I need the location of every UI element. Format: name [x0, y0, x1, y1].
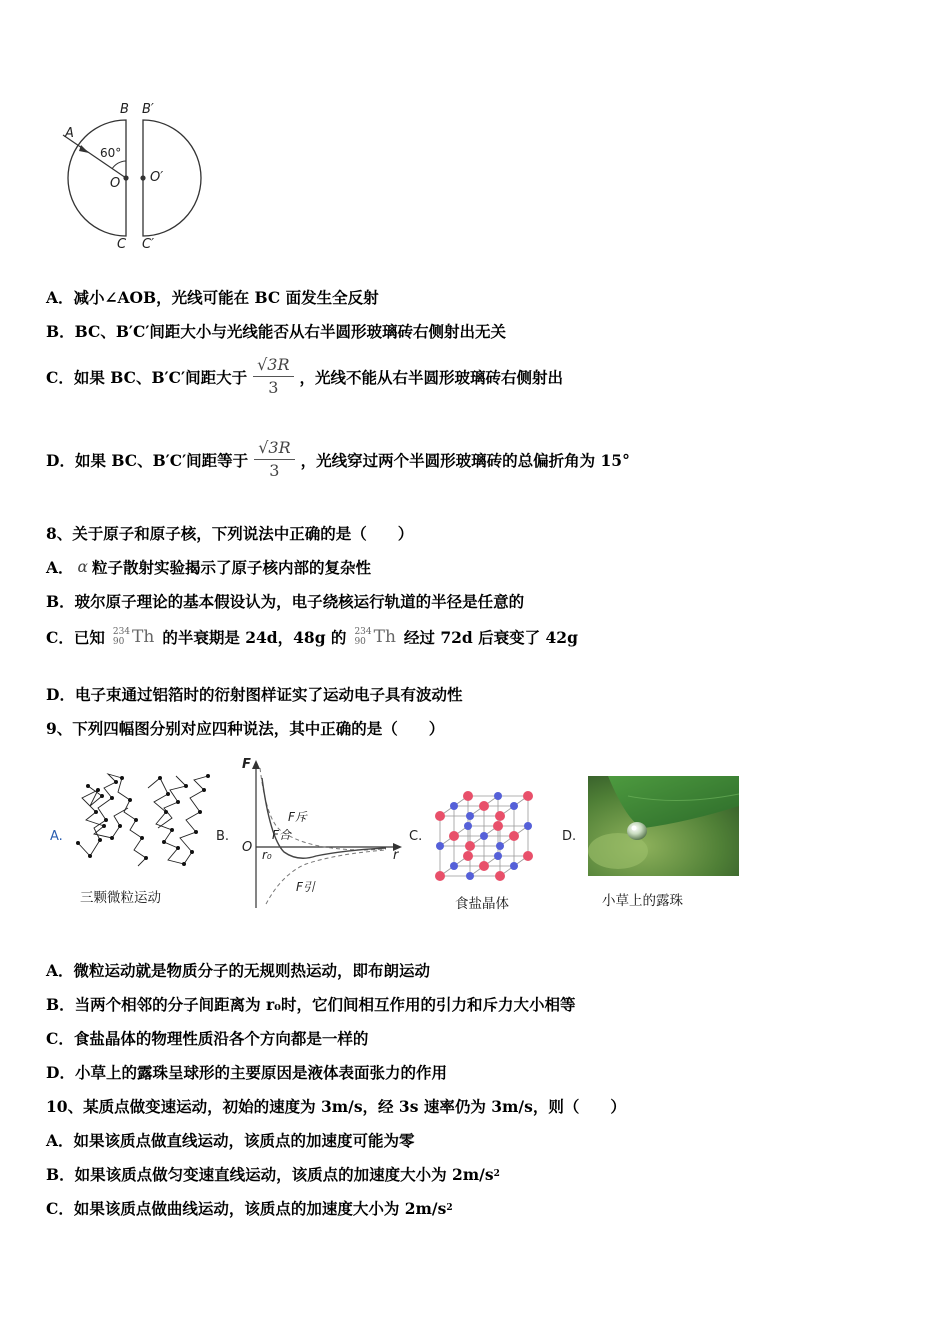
sodium-ion [494, 852, 502, 860]
brownian-motion-figure [68, 768, 218, 873]
q8-option-c-pre: C．已知 [46, 628, 105, 647]
q8-option-d-text: D．电子束通过铝箔时的衍射图样证实了运动电子具有波动性 [46, 685, 463, 704]
figure-label-c-prime: C′ [142, 237, 155, 252]
r0-label: r₀ [262, 848, 272, 862]
origin-label: O [242, 840, 253, 855]
q7-option-c [46, 357, 563, 396]
sodium-ion [464, 822, 472, 830]
chloride-ion [449, 831, 459, 841]
q7-option-b [46, 320, 506, 342]
q7-option-b-text: B．BC、B′C′间距大小与光线能否从右半圆形玻璃砖右侧射出无关 [46, 322, 506, 341]
element-symbol: Th [373, 627, 396, 647]
panel-b-label: B. [216, 829, 230, 844]
q7-option-d-pre: D．如果 BC、B′C′间距等于 [46, 450, 249, 470]
q9-option-d [46, 1061, 447, 1083]
figure-label-b-prime: B′ [142, 102, 154, 117]
q7-option-d-fraction [254, 440, 294, 479]
q8-option-b [46, 590, 524, 612]
q9-stem [46, 717, 444, 739]
sodium-ion [450, 802, 458, 810]
q10-option-c [46, 1197, 453, 1219]
atomic-number: 90 [112, 637, 125, 647]
alpha-symbol: α [77, 558, 88, 576]
q8-option-a [46, 556, 371, 578]
chloride-ion [435, 811, 445, 821]
chloride-ion [479, 861, 489, 871]
q7-option-d [46, 440, 630, 479]
q8-option-a-post: 粒子散射实验揭示了原子核内部的复杂性 [92, 558, 372, 577]
panel-a-label: A. [50, 829, 63, 844]
sodium-ion [436, 842, 444, 850]
q7-option-a-text: A．减小∠AOB，光线可能在 BC 面发生全反射 [46, 288, 379, 307]
q7-option-a [46, 286, 379, 308]
q8-option-a-pre: A． [46, 558, 74, 577]
q7-option-c-pre: C．如果 BC、B′C′间距大于 [46, 367, 248, 387]
mass-number: 234 [112, 627, 131, 637]
chloride-ion [465, 841, 475, 851]
axis-label-r: r [393, 848, 399, 863]
q8-stem-text: 8、关于原子和原子核，下列说法中正确的是（ ） [46, 524, 414, 543]
q8-option-c-post: 经过 72d 后衰变了 42g [403, 628, 578, 647]
sodium-ion [466, 812, 474, 820]
chloride-ion [435, 871, 445, 881]
sodium-ion [466, 872, 474, 880]
half-disc-glass-figure [55, 95, 225, 260]
q9-option-a-text: A．微粒运动就是物质分子的无规则热运动，即布朗运动 [46, 961, 431, 980]
chloride-ion [493, 821, 503, 831]
sodium-ion [510, 802, 518, 810]
fraction-denominator: 3 [269, 461, 280, 480]
sodium-ion [494, 792, 502, 800]
q9-option-b-text: B．当两个相邻的分子间距离为 r₀时，它们间相互作用的引力和斥力大小相等 [46, 995, 576, 1014]
q8-option-c [46, 626, 578, 648]
q9-option-a [46, 959, 430, 981]
nuclide-th-234 [113, 627, 154, 647]
chloride-ion [523, 791, 533, 801]
chloride-ion [523, 851, 533, 861]
f-repel-label: F斥 [288, 810, 307, 824]
q8-option-d [46, 683, 462, 705]
chloride-ion [479, 801, 489, 811]
chloride-ion [495, 871, 505, 881]
q10-option-c-text: C．如果该质点做曲线运动，该质点的加速度大小为 2m/s [46, 1199, 447, 1218]
chloride-ion [509, 831, 519, 841]
sodium-ion [496, 842, 504, 850]
q10-option-a-text: A．如果该质点做直线运动，该质点的加速度可能为零 [46, 1131, 415, 1150]
salt-crystal-lattice [428, 766, 558, 886]
panel-a-caption: 三颗微粒运动 [80, 890, 161, 906]
panel-d-caption: 小草上的露珠 [602, 893, 683, 909]
chloride-ion [463, 791, 473, 801]
figure-label-o-prime: O′ [150, 170, 164, 185]
fraction-denominator: 3 [268, 378, 279, 397]
fraction-numerator: √3R [254, 440, 294, 460]
q7-option-c-post: ，光线不能从右半圆形玻璃砖右侧射出 [299, 367, 564, 387]
q10-stem [46, 1095, 626, 1117]
q8-option-c-mid: 的半衰期是 24d，48g 的 [162, 628, 347, 647]
q10-option-a [46, 1129, 415, 1151]
q9-option-c [46, 1027, 368, 1049]
chloride-ion [495, 811, 505, 821]
panel-c-label: C. [409, 829, 423, 844]
nuclide-th-234-second [354, 627, 395, 647]
q8-option-b-text: B．玻尔原子理论的基本假设认为，电子绕核运行轨道的半径是任意的 [46, 592, 525, 611]
molecular-force-graph [236, 758, 406, 913]
sodium-ion [450, 862, 458, 870]
q9-option-c-text: C．食盐晶体的物理性质沿各个方向都是一样的 [46, 1029, 369, 1048]
q9-stem-text: 9、下列四幅图分别对应四种说法，其中正确的是（ ） [46, 719, 445, 738]
f-net-label: F合 [272, 828, 291, 842]
q10-option-b [46, 1163, 500, 1185]
figure-label-o: O [110, 176, 121, 191]
panel-c-caption: 食盐晶体 [455, 896, 509, 912]
figure-label-b: B [120, 102, 129, 117]
fraction-numerator: √3R [253, 357, 293, 377]
axis-label-f: F [242, 757, 251, 772]
q9-option-d-text: D．小草上的露珠呈球形的主要原因是液体表面张力的作用 [46, 1063, 447, 1082]
sodium-ion [480, 832, 488, 840]
q10-stem-text: 10、某质点做变速运动，初始的速度为 3m/s，经 3s 速率仍为 3m/s，则（ ） [46, 1097, 626, 1116]
sodium-ion [510, 862, 518, 870]
mass-number: 234 [354, 627, 372, 637]
element-symbol: Th [132, 627, 155, 647]
q9-option-b [46, 993, 575, 1015]
dew-drop-photo [588, 776, 739, 876]
q8-stem [46, 522, 413, 544]
q7-option-d-post: ，光线穿过两个半圆形玻璃砖的总偏折角为 15° [300, 450, 630, 470]
superscript: 2 [446, 1203, 453, 1213]
chloride-ion [463, 851, 473, 861]
atomic-number: 90 [354, 637, 366, 647]
sodium-ion [524, 822, 532, 830]
panel-d-label: D. [562, 829, 577, 844]
q7-option-c-fraction [253, 357, 293, 396]
superscript: 2 [493, 1169, 500, 1179]
f-attract-label: F引 [296, 880, 315, 894]
figure-label-angle: 60° [100, 146, 122, 160]
figure-label-a: A [65, 126, 74, 141]
figure-label-c: C [117, 237, 127, 252]
q10-option-b-text: B．如果该质点做匀变速直线运动，该质点的加速度大小为 2m/s [46, 1165, 494, 1184]
